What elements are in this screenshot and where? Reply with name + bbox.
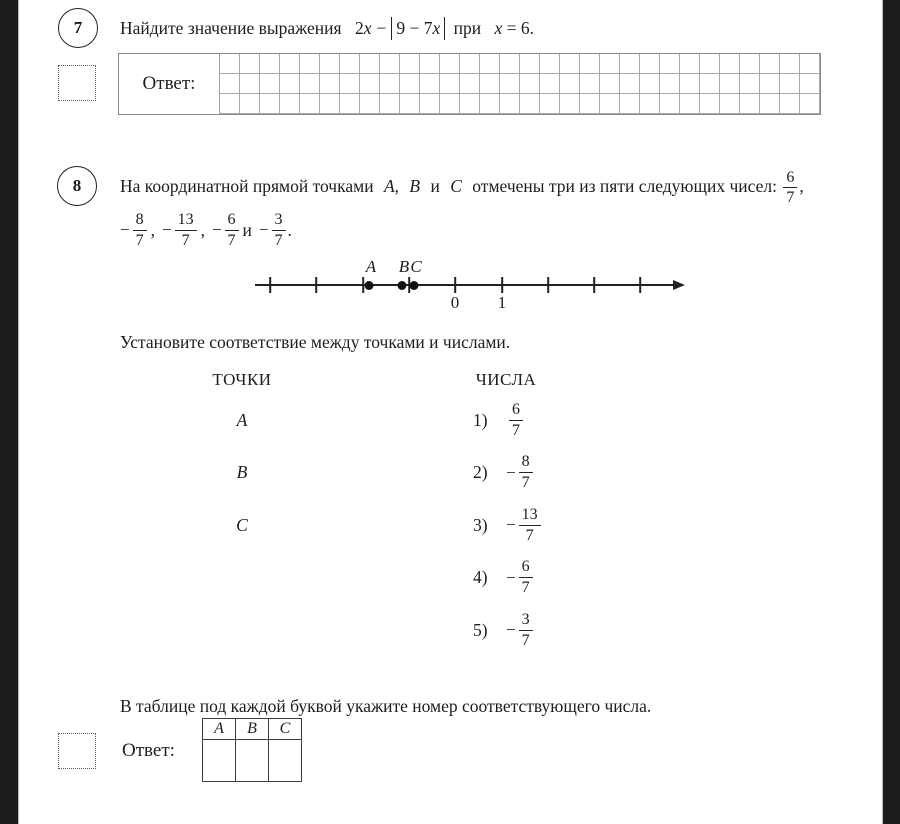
- number-item-2: 2) − $\frac{8}{7}$: [473, 447, 543, 500]
- answer-grid-cell[interactable]: [540, 54, 560, 74]
- answer-grid-cell[interactable]: [760, 74, 780, 94]
- answer-grid-cell[interactable]: [660, 74, 680, 94]
- answer-table-header-a: A: [203, 719, 236, 740]
- answer-grid-cell[interactable]: [500, 74, 520, 94]
- answer-grid-cell[interactable]: [320, 74, 340, 94]
- number-item-3: 3) − $\frac{13}{7}$: [473, 499, 543, 552]
- answer-grid-cell[interactable]: [380, 54, 400, 74]
- answer-grid-cell[interactable]: [320, 54, 340, 74]
- axis-label-1: 1: [497, 293, 507, 312]
- question-8-number: 8: [72, 176, 82, 195]
- answer-grid-cell[interactable]: [440, 74, 460, 94]
- answer-table-header-c: C: [269, 719, 302, 740]
- point-item-a: A: [236, 409, 248, 430]
- answer-grid-cell[interactable]: [600, 94, 620, 114]
- answer-cell-c[interactable]: [269, 740, 302, 782]
- fraction-6-7: $\frac{6}{7}$: [783, 169, 797, 208]
- answer-grid-cell[interactable]: [640, 54, 660, 74]
- answer-grid-cell[interactable]: [800, 74, 820, 94]
- axis-tick-3: [593, 277, 595, 293]
- answer-grid-cell[interactable]: [500, 94, 520, 114]
- point-item-b: B: [236, 462, 248, 483]
- answer-grid-cell[interactable]: [480, 54, 500, 74]
- point-item-c: C: [236, 514, 248, 535]
- question-7-number: 7: [73, 18, 83, 37]
- answer-grid-cell[interactable]: [320, 94, 340, 114]
- q8-intro-2: отмечены три из пяти следующих чисел:: [472, 176, 777, 196]
- answer-cell-b[interactable]: [236, 740, 269, 782]
- answer-table-header-row: [203, 719, 302, 740]
- answer-grid-cell[interactable]: [260, 74, 280, 94]
- points-list: [192, 394, 292, 552]
- number-item-1: 1) $\frac{6}{7}$: [473, 394, 543, 447]
- numbers-list: [473, 394, 543, 657]
- numbers-column-header: ЧИСЛА: [475, 370, 537, 389]
- q7-lead-text: Найдите значение выражения: [120, 18, 342, 38]
- answer-table: [202, 718, 302, 782]
- answer-grid-cell[interactable]: [640, 74, 660, 94]
- answer-grid-cell[interactable]: [660, 94, 680, 114]
- answer-grid-cell[interactable]: [780, 54, 800, 74]
- point-dot-a: [365, 281, 374, 290]
- point-dot-c: [410, 281, 419, 290]
- answer-grid-cell[interactable]: [720, 54, 740, 74]
- answer-table-header-b: B: [236, 719, 269, 740]
- answer-grid-cell[interactable]: [220, 54, 240, 74]
- answer-table-input-row: [203, 740, 302, 782]
- fraction-neg-3-7: $\frac{3}{7}$: [272, 211, 286, 250]
- answer-grid-cell[interactable]: [540, 94, 560, 114]
- answer-grid-cell[interactable]: [280, 54, 300, 74]
- fraction-neg-6-7: $\frac{6}{7}$: [225, 211, 239, 250]
- answer-grid-cell[interactable]: [780, 94, 800, 114]
- fraction-neg-13-7: $\frac{13}{7}$: [175, 211, 197, 250]
- number-line: [0, 256, 900, 320]
- question-8-text-line2: − $\frac{8}{7}$ , − $\frac{13}{7}$ , − $\frac{6}{7}$ и − $\frac{3}{7}$ .: [120, 210, 292, 249]
- number-line-axis: [255, 284, 679, 286]
- number-item-4: 4) − $\frac{6}{7}$: [473, 552, 543, 605]
- answer-grid-cell[interactable]: [240, 94, 260, 114]
- axis-tick-1: [501, 277, 503, 293]
- question-7-badge: [58, 8, 98, 48]
- answer-grid-cell[interactable]: [700, 74, 720, 94]
- answer-grid-cell[interactable]: [480, 94, 500, 114]
- answer-grid-cell[interactable]: [740, 94, 760, 114]
- q8-checkbox[interactable]: [58, 733, 96, 769]
- axis-tick-2: [547, 277, 549, 293]
- answer-grid-cell[interactable]: [560, 94, 580, 114]
- answer-cell-a[interactable]: [203, 740, 236, 782]
- answer-grid-cells: [219, 54, 820, 114]
- question-7-text: Найдите значение выражения 2x − 9 − 7x при x = 6.: [120, 18, 535, 38]
- answer-grid-cell[interactable]: [280, 94, 300, 114]
- answer-grid-cell[interactable]: [360, 94, 380, 114]
- q7-answer-label: Ответ:: [142, 73, 196, 94]
- answer-grid-cell[interactable]: [680, 54, 700, 74]
- question-8-text-line1: На координатной прямой точками A, B и C отмечены три из пяти следующих чисел: $\frac{6}{7}$ ,: [120, 168, 804, 207]
- answer-grid-cell[interactable]: [400, 74, 420, 94]
- answer-grid-cell[interactable]: [440, 94, 460, 114]
- answer-grid-cell[interactable]: [400, 94, 420, 114]
- q8-point-b-inline: B: [409, 176, 421, 196]
- answer-grid-cell[interactable]: [240, 74, 260, 94]
- answer-grid-cell[interactable]: [380, 94, 400, 114]
- answer-grid-cell[interactable]: [700, 54, 720, 74]
- point-label-c: C: [410, 257, 422, 276]
- answer-grid-cell[interactable]: [300, 94, 320, 114]
- answer-grid-cell[interactable]: [740, 54, 760, 74]
- answer-grid-cell[interactable]: [360, 74, 380, 94]
- answer-grid-cell[interactable]: [380, 74, 400, 94]
- answer-grid-cell[interactable]: [300, 54, 320, 74]
- answer-grid-cell[interactable]: [340, 74, 360, 94]
- number-line-arrowhead-icon: [673, 280, 685, 290]
- answer-grid-cell[interactable]: [520, 54, 540, 74]
- q7-mid-word: при: [453, 18, 482, 38]
- q8-match-prompt: Установите соответствие между точками и числами.: [120, 332, 511, 352]
- answer-grid-cell[interactable]: [700, 94, 720, 114]
- axis-tick-0: [454, 277, 456, 293]
- answer-grid-cell[interactable]: [340, 54, 360, 74]
- answer-grid-cell[interactable]: [220, 74, 240, 94]
- answer-grid-cell[interactable]: [600, 54, 620, 74]
- answer-grid-cell[interactable]: [420, 94, 440, 114]
- answer-grid-cell[interactable]: [620, 74, 640, 94]
- answer-grid-cell[interactable]: [780, 74, 800, 94]
- answer-grid-cell[interactable]: [580, 54, 600, 74]
- q7-expression: 2x: [354, 18, 372, 38]
- answer-grid-cell[interactable]: [720, 94, 740, 114]
- answer-grid-cell[interactable]: [260, 54, 280, 74]
- answer-grid-cell[interactable]: [520, 74, 540, 94]
- q7-condition: x = 6.: [494, 18, 535, 38]
- answer-grid-cell[interactable]: [300, 74, 320, 94]
- fraction-neg-8-7: $\frac{8}{7}$: [133, 211, 147, 250]
- answer-grid-cell[interactable]: [620, 54, 640, 74]
- answer-grid-cell[interactable]: [420, 74, 440, 94]
- answer-grid-cell[interactable]: [240, 54, 260, 74]
- answer-grid-cell[interactable]: [800, 54, 820, 74]
- left-black-bar: [0, 0, 19, 824]
- answer-grid-cell[interactable]: [460, 94, 480, 114]
- q7-answer-box: [118, 53, 821, 115]
- answer-grid-cell[interactable]: [560, 74, 580, 94]
- q7-absolute-value: 9 − 7x: [391, 17, 445, 40]
- answer-grid-cell[interactable]: [660, 54, 680, 74]
- answer-grid-cell[interactable]: [400, 54, 420, 74]
- answer-grid-cell[interactable]: [680, 94, 700, 114]
- answer-grid-cell[interactable]: [720, 74, 740, 94]
- answer-grid-cell[interactable]: [600, 74, 620, 94]
- answer-grid-cell[interactable]: [760, 94, 780, 114]
- axis-tick--4: [269, 277, 271, 293]
- axis-tick-4: [639, 277, 641, 293]
- answer-grid-cell[interactable]: [420, 54, 440, 74]
- points-column-header: ТОЧКИ: [212, 370, 272, 389]
- point-label-a: A: [365, 257, 377, 276]
- answer-grid-cell[interactable]: [220, 94, 240, 114]
- answer-grid-cell[interactable]: [280, 74, 300, 94]
- q8-intro-1: На координатной прямой точками: [120, 176, 374, 196]
- point-dot-b: [398, 281, 407, 290]
- answer-grid-cell[interactable]: [360, 54, 380, 74]
- answer-grid-cell[interactable]: [460, 74, 480, 94]
- answer-grid-cell[interactable]: [760, 54, 780, 74]
- number-item-5: 5) − $\frac{3}{7}$: [473, 604, 543, 657]
- q8-point-a-inline: A,: [383, 176, 400, 196]
- answer-grid-cell[interactable]: [340, 94, 360, 114]
- answer-grid-cell[interactable]: [520, 94, 540, 114]
- question-8-badge: [57, 166, 97, 206]
- answer-grid-cell[interactable]: [800, 94, 820, 114]
- answer-grid-cell[interactable]: [620, 94, 640, 114]
- answer-grid-cell[interactable]: [260, 94, 280, 114]
- answer-grid-cell[interactable]: [480, 74, 500, 94]
- answer-grid-cell[interactable]: [540, 74, 560, 94]
- q8-table-prompt: В таблице под каждой буквой укажите номер соответствующего числа.: [120, 696, 652, 716]
- q8-answer-label: Ответ:: [122, 740, 175, 761]
- axis-label-0: 0: [450, 293, 460, 312]
- answer-grid-cell[interactable]: [580, 94, 600, 114]
- q7-checkbox[interactable]: [58, 65, 96, 101]
- answer-grid-cell[interactable]: [500, 54, 520, 74]
- point-label-b: B: [398, 257, 410, 276]
- right-black-bar: [882, 0, 900, 824]
- answer-grid-cell[interactable]: [560, 54, 580, 74]
- answer-grid-cell[interactable]: [440, 54, 460, 74]
- axis-tick--3: [315, 277, 317, 293]
- answer-grid-cell[interactable]: [640, 94, 660, 114]
- answer-grid-cell[interactable]: [580, 74, 600, 94]
- q8-point-c-inline: C: [450, 176, 462, 196]
- answer-grid-cell[interactable]: [460, 54, 480, 74]
- answer-grid-cell[interactable]: [680, 74, 700, 94]
- answer-grid-cell[interactable]: [740, 74, 760, 94]
